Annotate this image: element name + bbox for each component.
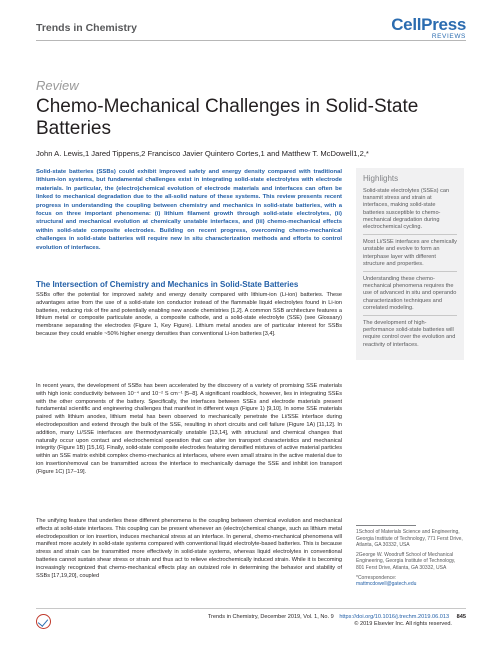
correspondence-label: *Correspondence:: [356, 574, 397, 581]
brand-name: CellPress: [391, 15, 466, 34]
highlight-item: Understanding these chemo-mechanical phenomena requires the use of advanced in situ and operando characterization techniques and correlated modeling.: [363, 271, 457, 312]
header-divider: [36, 40, 466, 41]
check-for-updates-icon[interactable]: [36, 614, 51, 629]
journal-name: Trends in Chemistry: [36, 22, 137, 34]
doi-link[interactable]: https://doi.org/10.1016/j.trechm.2019.06.013: [339, 614, 450, 620]
citation: Trends in Chemistry, December 2019, Vol. 1, No. 9: [207, 614, 334, 620]
article-type: Review: [36, 78, 79, 93]
publisher-logo: [391, 16, 466, 41]
body-paragraph-2: In recent years, the development of SSBs has been accelerated by the discovery of a variety of promising SSE materials with high ionic conductivity between 10⁻⁴ and 10⁻² S cm⁻¹ [5–8]. A significant roadblock, however, lies in integrating SSEs with the other components of the battery. Specifically, the interfaces between SSEs and electrode materials present fundamental scientific and engineering challenges that manifest in different ways (Figure 1) [9,10]. In some SSE materials paired with lithium anodes, lithium metal has been observed to mechanically penetrate the Li/SSE interface during electrodeposition and extend through the bulk of the SSE, resulting in short circuits and cell failure (Figure 1A) [11,12]. In addition, many Li/SSE interfaces are thermodynamically unstable [13,14], with structural and chemical changes that naturally occur upon contact and electrochemical operation that can alter ion transport characteristics and mechanical integrity (Figure 1B) [15,16]. Finally, solid-state composite electrodes featuring densified mixtures of active material particles within an SSE matrix exhibit complex chemo-mechanics at interfaces, where even small strains in the active material due to ion insertion/removal can be transmitted across the interface to mechanically damage the SSE and inhibit ion transport (Figure 1C) [17–19].: [36, 383, 342, 475]
page-number: 845: [456, 614, 466, 620]
brand-subtitle: REVIEWS: [431, 33, 466, 40]
body-paragraph-1: SSBs offer the potential for improved safety and energy density compared with lithium-ion (Li-ion) batteries. These advantages arise from the use of a solid-state ion conductor instead of the flammable liquid electrolytes found in Li-ion batteries, reducing risk of fire and potentially enabling new anode chemistries [1,2]. A common SSB architecture features a lithium metal or composite particulate anode, a composite cathode, and a solid-state electrolyte (SSE) (see Glossary) membrane separating the electrodes (Figure 1, Key Figure). Lithium metal anodes are of particular interest for SSBs because they could enable ~50% higher energy densities than conventional Li-ion batteries [3,4].: [36, 292, 342, 337]
body-paragraph-3: The unifying feature that underlies these different phenomena is the coupling between chemical evolution and mechanical effects at solid-state interfaces. This coupling can be present whenever an (electro)chemical change, such as lithium metal electrodeposition or ion insertion, induces mechanical stress at an interface. In general, chemo-mechanical phenomena will manifest more acutely in solid-state systems compared with conventional liquid electrolyte-based batteries. This is because stress and strain can be transmitted more effectively in solid-state systems, whereas liquid electrolytes in conventional batteries cannot sustain shear stress or strain and thus act to relieve electrochemically induced strain. While it is becoming increasingly recognized that chemo-mechanical effects play an outsized role in determining the behavior and stability of SSBs [17,19,20], coupled: [36, 518, 342, 579]
copyright: © 2019 Elsevier Inc. All rights reserved.: [354, 621, 452, 628]
highlight-item: The development of high-performance solid-state batteries will require control over the evolution and reactivity of interfaces.: [363, 315, 457, 349]
affiliation-footnotes: [356, 529, 464, 591]
affiliation-1: 1School of Materials Science and Engineering, Georgia Institute of Technology, 771 Ferst Drive, Atlanta, GA 30332, USA: [356, 529, 463, 549]
author-list: John A. Lewis,1 Jared Tippens,2 Francisco Javier Quintero Cortes,1 and Matthew T. McDowell1,2,*: [36, 149, 369, 158]
affiliation-2: 2George W. Woodruff School of Mechanical Engineering, Georgia Institute of Technology, 801 Ferst Drive, Atlanta, GA 30332, USA: [356, 551, 456, 571]
highlight-item: Solid-state electrolytes (SSEs) can transmit stress and strain at interfaces, making solid-state batteries susceptible to chemo-mechanical degradation during electrochemical cycling.: [363, 188, 450, 231]
page-footer: [140, 614, 466, 629]
section-heading: The Intersection of Chemistry and Mechanics in Solid-State Batteries: [36, 280, 299, 289]
footnote-divider: [356, 525, 416, 526]
abstract: Solid-state batteries (SSBs) could exhibit improved safety and energy density compared with traditional lithium-ion systems, but fundamental challenges exist in integrating solid-state electrolytes with electrode materials. In particular, the (electro)chemical evolution of electrode materials and interfaces can often be linked to mechanical degradation due to the all-solid nature of these systems. This review presents recent progress in understanding the coupling between chemistry and mechanics in solid-state batteries, with a focus on three important phenomena: (i) lithium filament growth through solid-state electrolytes, (ii) structural and mechanical evolution at chemically unstable interfaces, and (iii) chemo-mechanical effects within solid-state composite electrodes. Building on recent progress, overcoming chemo-mechanical challenges in solid-state batteries will require new in situ characterization methods and efforts to control evolution of interfaces.: [36, 169, 342, 251]
article-title: Chemo-Mechanical Challenges in Solid-State Batteries: [36, 96, 419, 139]
highlights-heading: Highlights: [363, 174, 399, 183]
footer-divider: [36, 608, 466, 609]
correspondence-email[interactable]: mattmcdowell@gatech.edu: [356, 581, 417, 588]
highlight-item: Most Li/SSE interfaces are chemically unstable and evolve to form an interphase layer with different structure and properties.: [363, 234, 457, 268]
highlights-box: [356, 168, 464, 360]
